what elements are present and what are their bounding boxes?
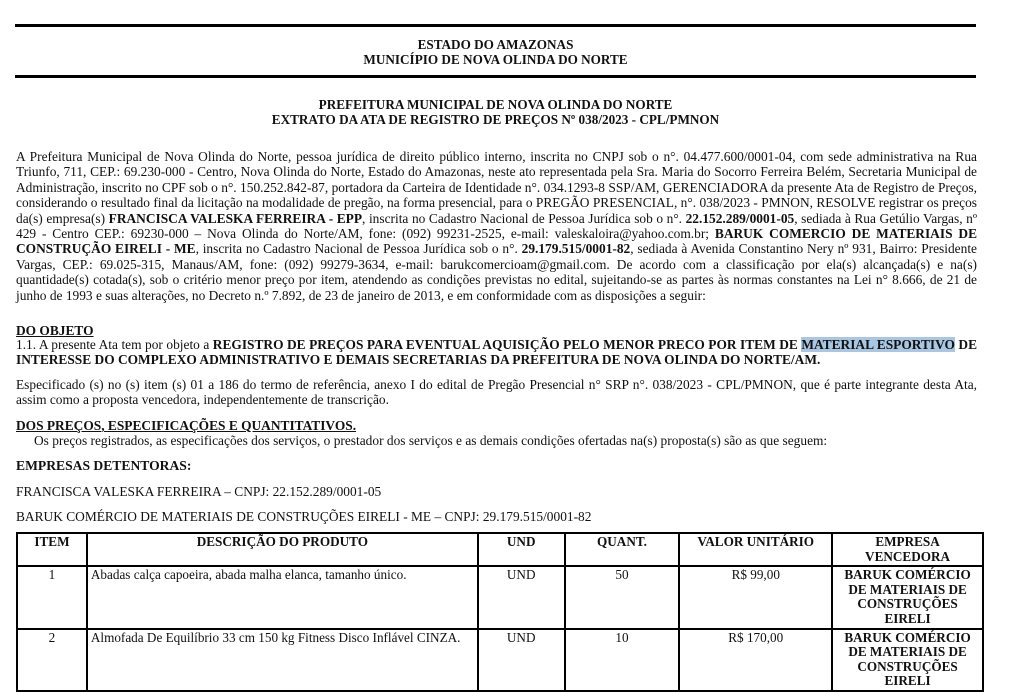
- precos-text: Os preços registrados, as especificações dos serviços, o prestador dos serviços e as demais condições ofertadas na(s) proposta(s) são as que seguem:: [34, 433, 828, 448]
- cell-unit: UND: [478, 629, 565, 691]
- header-item: ITEM: [17, 533, 87, 566]
- company2-cnpj: 29.179.515/0001-82: [521, 241, 631, 257]
- extract-title: EXTRATO DA ATA DE REGISTRO DE PREÇOS Nº 038/2023 - CPL/PMNON: [271, 112, 720, 127]
- intro-text-5: , sediada à Avenida Constantino Nery nº 931, Bairro: Presidente Vargas, CEP.: 69.025-315, Manaus/AM, fone: (092) 99279-3634, e-mail: barukcomercioam@gmail.com. De acordo com a classificação por ela(s) alcançada(s) e na(s) quantidade(s) cotada(s), sob o critério menor preço por item, atendendo as condições previstas no edital, sujeitando-se as partes às normas constantes na Lei n° 8.666, de 21 de junho de 1993 e suas alterações, no Decreto n.º 7.892, de 23 de janeiro de 2013, e em conformidade com as disposições a seguir:: [16, 241, 977, 303]
- header-quantity: QUANT.: [565, 533, 680, 566]
- cell-item: 1: [17, 566, 87, 628]
- header-bottom-rule: [15, 75, 976, 78]
- document-title-block: [15, 97, 976, 127]
- municipality-name: MUNICÍPIO DE NOVA OLINDA DO NORTE: [363, 52, 628, 67]
- cell-unit-price: R$ 99,00: [679, 566, 832, 628]
- cell-winner: BARUK COMÉRCIO DE MATERIAIS DE CONSTRUÇÕES EIRELI: [832, 566, 983, 628]
- intro-text-3: , sediada à Rua Getúlio Vargas, nº 429 - Centro CEP.: 69230-000 – Nova Olinda do Norte/AM, fone: (092) 99231-2525, e-mail: valeskaloira@yahoo.com.br;: [16, 210, 977, 242]
- highlighted-selection[interactable]: MATERIAL ESPORTIVO: [801, 337, 955, 352]
- header-winner: EMPRESA VENCEDORA: [832, 533, 983, 566]
- cell-description: Almofada De Equilíbrio 33 cm 150 kg Fitness Disco Inflável CINZA.: [87, 629, 478, 691]
- company1-name: FRANCISCA VALESKA FERREIRA - EPP: [108, 210, 363, 226]
- cell-winner: BARUK COMÉRCIO DE MATERIAIS DE CONSTRUÇÕES EIRELI: [832, 629, 983, 691]
- cell-quantity: 50: [565, 566, 680, 628]
- cell-item: 2: [17, 629, 87, 691]
- header-block: [15, 37, 976, 67]
- intro-text-1: A Prefeitura Municipal de Nova Olinda do Norte, pessoa jurídica de direito público interno, inscrita no CNPJ sob o n°. 04.477.600/0001-04, com sede administrativa na Rua Triunfo, 711, CEP.: 69.230-000 - Centro, Nova Olinda do Norte, Estado do Amazonas, neste ato representada pela Sra. Maria do Socorro Ferreira Belém, Secretaria Municipal de Administração, inscrito no CPF sob o n°. 150.252.842-87, portadora da Carteira de Identidade n°. 034.1293-8 SSP/AM, GERENCIADORA da presente Ata de Registro de Preços, considerando o resultado final da licitação na modalidade de pregão, na forma presencial, para o PREGÃO PRESENCIAL, n°. 038/2023 - PMNON, RESOLVE registrar os preços da(s) empresa(s): [16, 149, 977, 226]
- table-header-row: [17, 533, 983, 566]
- state-name: ESTADO DO AMAZONAS: [417, 37, 574, 52]
- intro-paragraph: [16, 149, 977, 303]
- intro-text-4: , inscrita no Cadastro Nacional de Pessoa Jurídica sob o n°.: [195, 241, 522, 257]
- precos-heading-part1: DOS PREÇOS: [16, 418, 102, 433]
- company1-cnpj: 22.152.289/0001-05: [685, 210, 795, 226]
- precos-heading-sep: ,: [101, 418, 108, 433]
- company2-name: BARUK COMERCIO DE MATERIAIS DE CONSTRUÇÃO EIRELI - ME: [16, 226, 977, 257]
- empresas-heading: EMPRESAS DETENTORAS:: [16, 458, 192, 473]
- objeto-paragraph: [16, 337, 977, 368]
- empresa-item: FRANCISCA VALESKA FERREIRA – CNPJ: 22.152.289/0001-05: [16, 484, 382, 499]
- cell-unit: UND: [478, 566, 565, 628]
- header-top-rule: [15, 24, 976, 27]
- header-unit-price: VALOR UNITÁRIO: [679, 533, 832, 566]
- cell-unit-price: R$ 170,00: [679, 629, 832, 691]
- specified-paragraph: Especificado (s) no (s) item (s) 01 a 186 do termo de referência, anexo I do edital de Pregão Presencial n° SRP n°. 038/2023 - CPL/PMNON, que é parte integrante desta Ata, assim como a proposta vencedora, independentemente de transcrição.: [16, 377, 977, 408]
- precos-heading-part2: ESPECIFICAÇÕES E QUANTITATIVOS.: [107, 418, 357, 433]
- table-row: [17, 566, 983, 628]
- objeto-bold-part: REGISTRO DE PREÇOS PARA EVENTUAL AQUISIÇÃO PELO MENOR PRECO POR ITEM DE: [212, 337, 802, 352]
- header-description: DESCRIÇÃO DO PRODUTO: [87, 533, 478, 566]
- empresa-item: BARUK COMÉRCIO DE MATERIAIS DE CONSTRUÇÕES EIRELI - ME – CNPJ: 29.179.515/0001-82: [16, 509, 592, 524]
- objeto-lead: 1.1. A presente Ata tem por objeto a: [16, 337, 213, 352]
- prefecture-name: PREFEITURA MUNICIPAL DE NOVA OLINDA DO NORTE: [318, 97, 673, 112]
- cell-quantity: 10: [565, 629, 680, 691]
- objeto-bold-tail: DE INTERESSE DO COMPLEXO ADMINISTRATIVO E DEMAIS SECRETARIAS DA PREFEITURA DE NOVA OLINDA DO NORTE/AM.: [16, 337, 978, 368]
- header-unit: UND: [478, 533, 565, 566]
- intro-text-2: , inscrita no Cadastro Nacional de Pessoa Jurídica sob o n°.: [362, 210, 686, 226]
- cell-description: Abadas calça capoeira, abada malha elanca, tamanho único.: [87, 566, 478, 628]
- items-table: [16, 532, 984, 692]
- table-row: [17, 629, 983, 691]
- section-heading-objeto: DO OBJETO: [16, 323, 94, 338]
- section-heading-precos: [16, 418, 356, 433]
